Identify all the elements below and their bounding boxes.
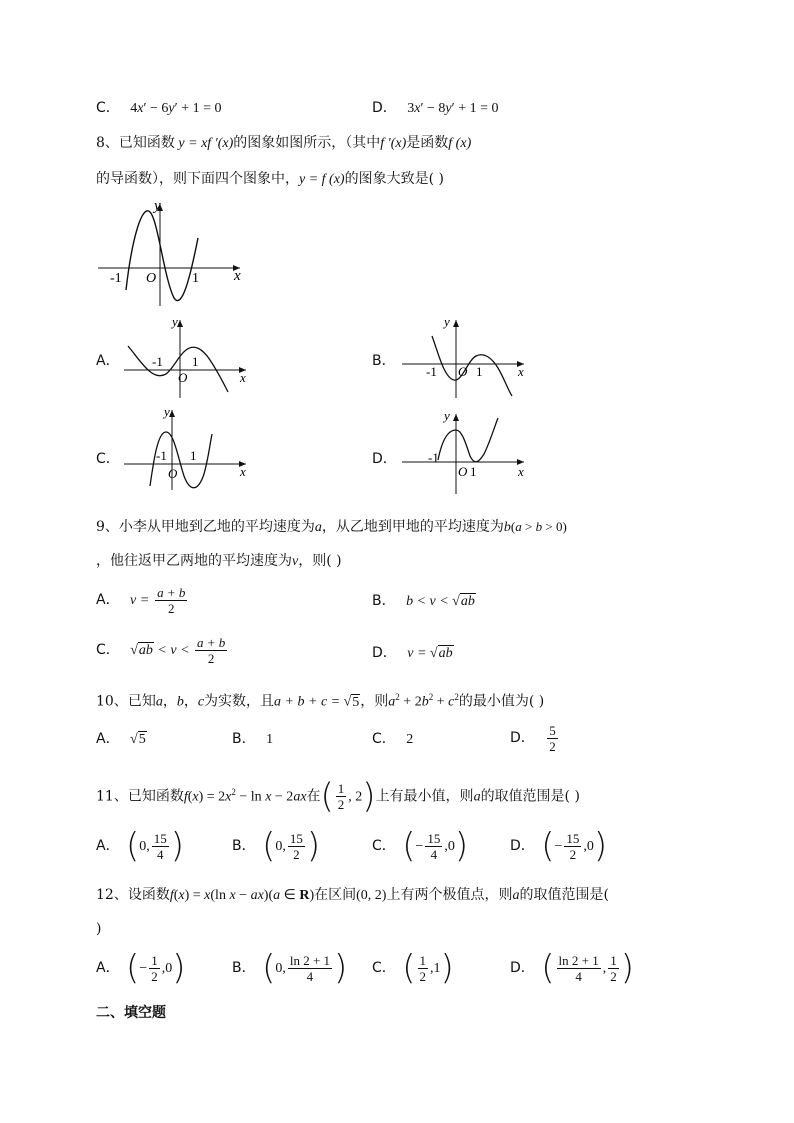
q8-option-d-graph xyxy=(398,410,530,494)
q10-option-d: D． $\frac{5}{2}$ xyxy=(510,722,556,754)
option-label: A． xyxy=(96,731,120,747)
q8-stem-line2: 的导函数），则下面四个图象中，y = f (x)的图象大致是( ) xyxy=(96,171,444,187)
q10-option-a: A． √5 xyxy=(96,731,146,747)
q8-option-a-label: A． xyxy=(96,353,120,369)
q12-mid: 在区间 xyxy=(314,887,357,903)
option-label: A． xyxy=(96,592,120,608)
q11-option-c: C． (− $\frac{15}{4}$ ,0) xyxy=(372,826,469,866)
q8-option-a-graph xyxy=(120,316,252,400)
q12-suffix2: 的取值范围是( xyxy=(519,887,609,903)
q9-option-a: A． v = $\frac{a + b}{2}$ xyxy=(96,584,186,616)
axis-y-label: y xyxy=(164,406,170,419)
q10-mid: 为实数，且 xyxy=(204,693,275,710)
option-label: C． xyxy=(372,838,396,854)
q11-mid: 在 xyxy=(306,788,321,805)
q12-option-d: D． ( $\frac{\ln 2 + 1}{4}$ , $\frac{1}{2}$ ) xyxy=(510,948,634,988)
q8-option-c-graph xyxy=(120,406,252,490)
option-label: C． xyxy=(372,960,396,976)
q12-option-b: B． (0, $\frac{\ln 2 + 1}{4}$ ) xyxy=(232,948,348,988)
q8-line2-prefix: 的导函数），则下面四个图象中， xyxy=(96,171,299,187)
q11-prefix: 11、已知函数 xyxy=(96,788,184,805)
origin-label: O xyxy=(458,364,468,379)
tick-label-neg1: -1 xyxy=(152,354,163,369)
q10-prefix: 10、已知 xyxy=(96,693,156,710)
q10-stem: 10、已知a，b，c为实数，且a + b + c = √5，则$a^2 + 2b^2 + c^2$的最小值为( ) xyxy=(96,692,545,710)
axis-y-label: y xyxy=(154,198,161,214)
tick-label-1: 1 xyxy=(476,364,483,379)
axis-y-label: y xyxy=(444,316,450,329)
q10-option-b xyxy=(232,730,273,749)
q11-suffix2: 的取值范围是( ) xyxy=(480,788,580,805)
q7-option-d: D． 3x′ − 8y′ + 1 = 0 xyxy=(372,100,499,116)
option-label: D． xyxy=(372,645,397,661)
option-value: 1 xyxy=(266,732,274,747)
axis-x-label: x xyxy=(240,464,246,479)
q9-option-b: B． b < v < √ab xyxy=(372,593,475,609)
option-label: B． xyxy=(232,960,256,976)
option-label: D． xyxy=(510,838,535,854)
axis-x-label: x xyxy=(234,268,241,284)
q8-mid2: 是函数 xyxy=(406,135,449,151)
q12-suffix: 上有两个极值点，则 xyxy=(386,887,513,903)
q11-option-b: B． (0, $\frac{15}{2}$ ) xyxy=(232,826,321,866)
option-label: D． xyxy=(372,100,397,116)
option-label: D． xyxy=(510,730,535,746)
q12-stem-line2: ) xyxy=(96,921,102,937)
q9-line1: 9、小李从甲地到乙地的平均速度为 xyxy=(96,519,315,535)
tick-label-neg1: -1 xyxy=(428,450,439,465)
q11-option-a: A． (0, $\frac{15}{4}$ ) xyxy=(96,826,185,866)
origin-label: O xyxy=(178,370,188,385)
option-label: C． xyxy=(372,731,396,747)
q11-option-d: D． (− $\frac{15}{2}$ ,0) xyxy=(510,826,608,866)
origin-label: O xyxy=(458,464,468,479)
q8-option-b-graph xyxy=(398,316,530,400)
option-label: A． xyxy=(96,838,120,854)
option-value: 2 xyxy=(406,732,414,747)
axis-x-label: x xyxy=(240,370,246,385)
q8-line2-suffix: 的图象大致是( ) xyxy=(344,171,444,187)
q9-option-d: D． v = √ab xyxy=(372,645,453,661)
q8-option-b-label: B． xyxy=(372,353,396,369)
q12-option-c: C． ( $\frac{1}{2}$ ,1) xyxy=(372,948,454,988)
origin-label: O xyxy=(146,271,157,286)
option-label: A． xyxy=(96,960,120,976)
origin-label: O xyxy=(168,466,178,481)
q10-option-c xyxy=(372,730,413,749)
q12-stem: 12、设函数f(x) = x(ln x − ax)(a ∈ R)在区间(0, 2)上有两个极值点，则a的取值范围是( xyxy=(96,887,609,903)
q8-main-graph xyxy=(92,198,252,310)
q8-option-c-label: C． xyxy=(96,451,120,467)
q9-option-c: C． √ab < v < $\frac{a + b}{2}$ xyxy=(96,634,226,666)
option-label: C． xyxy=(96,642,120,658)
q8-option-d-label: D． xyxy=(372,451,397,467)
q9-line2-b: ，则( ) xyxy=(298,553,342,569)
q11-suffix: 上有最小值，则 xyxy=(375,788,474,805)
q11-stem: 11、已知函数$f(x) = 2x^2 - \ln x - 2ax$在( $\frac{1}{2}$ , 2)上有最小值，则a的取值范围是( ) xyxy=(96,776,580,817)
axis-x-label: x xyxy=(518,364,524,379)
q10-mid2: ，则 xyxy=(360,693,389,710)
tick-label-1: 1 xyxy=(190,448,197,463)
q12-option-a: A． (− $\frac{1}{2}$ ,0) xyxy=(96,948,186,988)
tick-label-neg1: -1 xyxy=(110,271,122,286)
q7-option-c: C． 4x′ − 6y′ + 1 = 0 xyxy=(96,100,222,116)
option-label: C． xyxy=(96,100,120,116)
tick-label-1: 1 xyxy=(470,464,477,479)
q10-suffix: 的最小值为( ) xyxy=(458,693,545,710)
tick-label-neg1: -1 xyxy=(156,448,167,463)
axis-y-label: y xyxy=(444,410,450,423)
axis-x-label: x xyxy=(518,464,524,479)
q9-line1-b: ，从乙地到甲地的平均速度为 xyxy=(321,519,504,535)
option-label: B． xyxy=(232,838,256,854)
q8-prefix: 8、已知函数 xyxy=(96,135,175,151)
section-heading: 二、填空题 xyxy=(96,1005,166,1021)
q8-mid: 的图象如图所示，（其中 xyxy=(233,135,381,151)
option-label: D． xyxy=(510,960,535,976)
tick-label-1: 1 xyxy=(192,271,199,286)
q9-line2: ，他往返甲乙两地的平均速度为 xyxy=(96,553,292,569)
q9-stem-line2: ，他往返甲乙两地的平均速度为v，则( ) xyxy=(96,553,342,569)
axis-y-label: y xyxy=(172,316,178,329)
tick-label-1: 1 xyxy=(192,354,199,369)
option-label: B． xyxy=(232,731,256,747)
q9-stem-line1: 9、小李从甲地到乙地的平均速度为a，从乙地到甲地的平均速度为b(a > b > 0) xyxy=(96,519,567,535)
option-label: B． xyxy=(372,593,396,609)
tick-label-neg1: -1 xyxy=(426,364,437,379)
q8-stem-line1: 8、已知函数 y = xf ′(x)的图象如图所示，（其中f ′(x)是函数f (x) xyxy=(96,135,472,151)
q12-prefix: 12、设函数 xyxy=(96,887,170,903)
